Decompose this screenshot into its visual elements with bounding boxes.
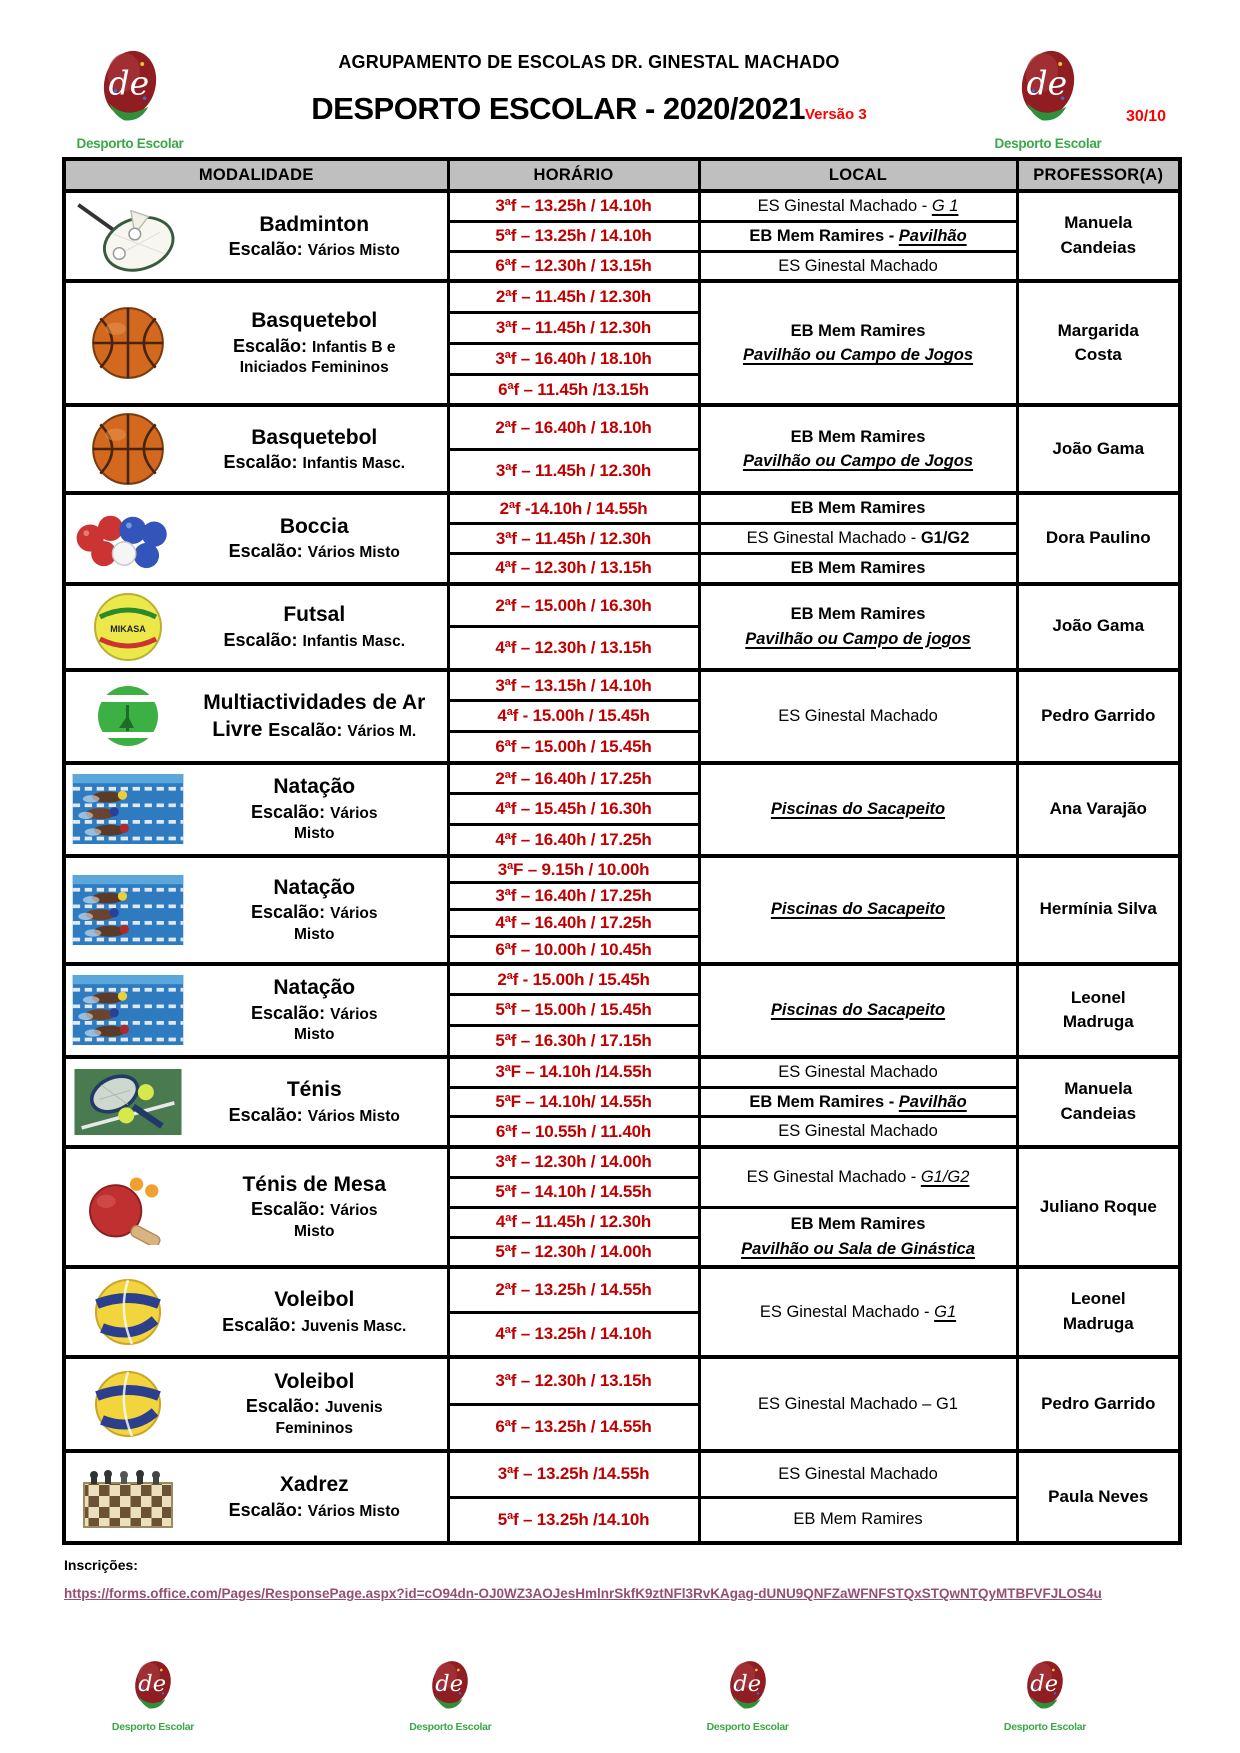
schedule-row [64,763,1180,794]
modality-title: Ténis de Mesa Escalão: Vários Misto [242,1173,387,1241]
schedule-row [64,1057,1180,1087]
futsal-icon [70,587,186,667]
schedule-time: 4ªf – 12.30h / 13.15h [448,627,699,670]
schedule-time: 2ªf – 11.45h / 12.30h [448,281,699,312]
location-cell: EB Mem Ramires Pavilhão ou Campo de Jogos [699,405,1017,493]
column-header-professor: PROFESSOR(A) [1017,159,1180,191]
professor-cell: Hermínia Silva [1017,856,1180,964]
schedule-time: 3ªf – 13.25h /14.55h [448,1451,699,1497]
modality-cell [64,856,448,964]
modality-title: Badminton Escalão: Vários Misto [228,212,400,259]
professor-cell: João Gama [1017,584,1180,670]
schedule-time: 5ªf – 13.25h / 14.10h [448,221,699,251]
modality-title: Natação Escalão: Vários Misto [251,875,378,943]
schedule-table-body [64,191,1180,1543]
svg-text:de: de [108,63,150,103]
schedule-time: 6ªf – 10.55h / 11.40h [448,1117,699,1147]
desporto-escolar-emblem [1019,1655,1071,1715]
desporto-escolar-logo-footer-3 [703,1655,793,1733]
page-header [0,0,1240,155]
column-header-local: LOCAL [699,159,1017,191]
location-cell: EB Mem Ramires [699,493,1017,523]
modality-cell [64,763,448,856]
schedule-time: 6ªf – 13.25h / 14.55h [448,1404,699,1451]
schedule-time: 2ªf - 15.00h / 15.45h [448,964,699,995]
footer-logos [108,1655,1090,1733]
desporto-escolar-logo-footer-2 [405,1655,495,1733]
logo-caption: Desporto Escolar [994,136,1102,151]
date-label: 30/10 [1125,108,1167,125]
column-header-modalidade: MODALIDADE [64,159,448,191]
schedule-time: 4ªf - 15.00h / 15.45h [448,701,699,732]
schedule-row [64,493,1180,523]
tennis-icon [70,1069,186,1135]
location-cell: EB Mem Ramires [699,1497,1017,1543]
schedule-time: 4ªf – 13.25h / 14.10h [448,1312,699,1357]
desporto-escolar-emblem [1010,42,1086,130]
modality-cell [64,1451,448,1543]
modality-cell [64,191,448,281]
modality-cell [64,1357,448,1451]
modality-cell [64,281,448,405]
basketball-icon [70,302,186,384]
professor-cell: Manuela Candeias [1017,191,1180,281]
modality-cell [64,964,448,1057]
modality-cell [64,493,448,584]
schedule-time: 2ªf – 13.25h / 14.55h [448,1267,699,1312]
table-tennis-icon [70,1169,186,1245]
modality-title: Ténis Escalão: Vários Misto [228,1078,400,1125]
schedule-row [64,1451,1180,1497]
table-header-row [64,159,1180,191]
badminton-icon [70,199,186,273]
location-cell: ES Ginestal Machado [699,670,1017,763]
svg-text:MIKASA: MIKASA [110,623,146,634]
schedule-row [64,670,1180,701]
schedule-time: 2ªf – 16.40h / 18.10h [448,405,699,449]
schedule-row [64,1357,1180,1404]
schedule-time: 3ªf – 16.40h / 18.10h [448,343,699,374]
swimming-icon [70,975,186,1045]
modality-title: Voleibol Escalão: Juvenis Masc. [222,1288,407,1335]
location-cell: ES Ginestal Machado [699,1057,1017,1087]
professor-cell: Pedro Garrido [1017,1357,1180,1451]
inscription-form-link[interactable]: https://forms.office.com/Pages/ResponsePage.aspx?id=cO94dn-OJ0WZ3AOJesHmlnrSkfK9ztNFl3RvKAgag-dUNU9QNFZaWFNFSTQxSTQwNTQyMTBFVFJLOS4u [64,1586,1102,1601]
svg-text:de: de [732,1670,761,1697]
column-header-horario: HORÁRIO [448,159,699,191]
logo-caption: Desporto Escolar [111,1721,195,1733]
schedule-time: 4ªf – 12.30h / 13.15h [448,554,699,584]
school-name: AGRUPAMENTO DE ESCOLAS DR. GINESTAL MACHADO [338,52,840,72]
schedule-time: 5ªF – 14.10h/ 14.55h [448,1087,699,1117]
logo-caption: Desporto Escolar [409,1721,492,1733]
desporto-escolar-logo-right [988,42,1108,151]
basketball-icon [70,408,186,490]
schedule-time: 5ªf – 16.30h / 17.15h [448,1026,699,1057]
schedule-time: 5ªf – 12.30h / 14.00h [448,1237,699,1267]
professor-cell: Ana Varajão [1017,763,1180,856]
location-cell: EB Mem Ramires Pavilhão ou Campo de Jogos [699,281,1017,405]
schedule-time: 4ªf – 15.45h / 16.30h [448,794,699,825]
location-cell: ES Ginestal Machado - G1 [699,1267,1017,1357]
professor-cell: Dora Paulino [1017,493,1180,584]
modality-title: Basquetebol Escalão: Infantis Masc. [223,425,406,472]
page-title: DESPORTO ESCOLAR - 2020/2021 [311,91,805,126]
location-cell: EB Mem Ramires - Pavilhão [699,1087,1017,1117]
location-cell: EB Mem Ramires Pavilhão ou Sala de Ginástica [699,1207,1017,1267]
modality-cell [64,1057,448,1147]
modality-title: Voleibol Escalão: Juvenis Femininos [245,1370,383,1438]
svg-text:de: de [435,1670,464,1697]
schedule-time: 3ªf – 12.30h / 13.15h [448,1357,699,1404]
volleyball-icon [70,1364,186,1444]
location-cell: EB Mem Ramires Pavilhão ou Campo de jogos [699,584,1017,670]
modality-title: Futsal Escalão: Infantis Masc. [223,603,406,650]
schedule-row [64,856,1180,883]
schedule-time: 4ªf – 16.40h / 17.25h [448,910,699,937]
location-cell: EB Mem Ramires [699,554,1017,584]
desporto-escolar-logo-footer-4 [1000,1655,1090,1733]
titles-block [190,42,988,127]
location-cell: ES Ginestal Machado [699,1451,1017,1497]
location-cell: ES Ginestal Machado - G1/G2 [699,524,1017,554]
location-cell: EB Mem Ramires - Pavilhão [699,221,1017,251]
schedule-time: 6ªf – 15.00h / 15.45h [448,732,699,763]
modality-cell [64,1267,448,1357]
schedule-time: 3ªf – 13.25h / 14.10h [448,191,699,221]
professor-cell: Juliano Roque [1017,1147,1180,1267]
main-title-row [190,91,988,127]
desporto-escolar-emblem [92,42,168,130]
schedule-time: 3ªF – 14.10h /14.55h [448,1057,699,1087]
desporto-escolar-logo-left [70,42,190,151]
inscricoes-label: Inscrições: [64,1557,138,1573]
modality-title: Multiactividades de Ar Livre Escalão: Vários M. [203,690,426,742]
schedule-time: 3ªf – 13.15h / 14.10h [448,670,699,701]
swimming-icon [70,774,186,844]
desporto-escolar-emblem [722,1655,774,1715]
schedule-time: 5ªf – 14.10h / 14.55h [448,1177,699,1207]
modality-title: Natação Escalão: Vários Misto [251,976,378,1044]
svg-text:de: de [1026,63,1068,103]
modality-title: Xadrez Escalão: Vários Misto [228,1473,400,1520]
location-cell: Piscinas do Sacapeito [699,856,1017,964]
professor-cell: João Gama [1017,405,1180,493]
desporto-escolar-emblem [127,1655,179,1715]
professor-cell: Pedro Garrido [1017,670,1180,763]
professor-cell: Manuela Candeias [1017,1057,1180,1147]
logo-caption: Desporto Escolar [706,1721,789,1733]
modality-cell [64,405,448,493]
svg-text:de: de [138,1670,167,1697]
modality-cell [64,670,448,763]
schedule-row [64,584,1180,627]
desporto-escolar-logo-footer-1 [108,1655,198,1733]
professor-cell: Margarida Costa [1017,281,1180,405]
footer [64,1557,1240,1603]
schedule-row [64,281,1180,312]
schedule-time: 5ªf – 13.25h /14.10h [448,1497,699,1543]
schedule-time: 3ªf – 12.30h / 14.00h [448,1147,699,1177]
professor-cell: Leonel Madruga [1017,1267,1180,1357]
location-cell: ES Ginestal Machado [699,1117,1017,1147]
schedule-row [64,1147,1180,1177]
schedule-row [64,405,1180,449]
schedule-time: 2ªf – 15.00h / 16.30h [448,584,699,627]
modality-title: Natação Escalão: Vários Misto [251,775,378,843]
schedule-time: 5ªf – 15.00h / 15.45h [448,995,699,1026]
logo-caption: Desporto Escolar [1003,1721,1087,1733]
location-cell: ES Ginestal Machado - G1/G2 [699,1147,1017,1207]
outdoor-icon [70,681,186,751]
boccia-icon [70,507,186,571]
location-cell: Piscinas do Sacapeito [699,964,1017,1057]
schedule-time: 3ªf – 11.45h / 12.30h [448,449,699,493]
version-label: Versão 3 [804,106,867,123]
schedule-time: 6ªf – 12.30h / 13.15h [448,251,699,281]
modality-cell [64,584,448,670]
schedule-time: 6ªf – 11.45h /13.15h [448,374,699,405]
modality-title: Basquetebol Escalão: Infantis B e Iniciados Femininos [232,309,396,377]
schedule-time: 2ªf – 16.40h / 17.25h [448,763,699,794]
schedule-row [64,1267,1180,1312]
schedule-time: 3ªf – 11.45h / 12.30h [448,524,699,554]
location-cell: Piscinas do Sacapeito [699,763,1017,856]
modality-cell [64,1147,448,1267]
schedule-time: 4ªf – 16.40h / 17.25h [448,825,699,856]
professor-cell: Paula Neves [1017,1451,1180,1543]
schedule-time: 3ªf – 11.45h / 12.30h [448,312,699,343]
chess-icon [70,1463,186,1531]
schedule-row [64,191,1180,221]
schedule-time: 6ªf – 10.00h / 10.45h [448,937,699,964]
logo-caption: Desporto Escolar [76,136,184,151]
schedule-time: 2ªf -14.10h / 14.55h [448,493,699,523]
schedule-time: 4ªf – 11.45h / 12.30h [448,1207,699,1237]
schedule-table [62,157,1182,1545]
professor-cell: Leonel Madruga [1017,964,1180,1057]
desporto-escolar-emblem [424,1655,476,1715]
location-cell: ES Ginestal Machado – G1 [699,1357,1017,1451]
location-cell: ES Ginestal Machado - G 1 [699,191,1017,221]
schedule-time: 3ªF – 9.15h / 10.00h [448,856,699,883]
swimming-icon [70,875,186,945]
svg-text:de: de [1030,1670,1059,1697]
volleyball-icon [70,1272,186,1352]
schedule-time: 3ªf – 16.40h / 17.25h [448,883,699,910]
schedule-row [64,964,1180,995]
modality-title: Boccia Escalão: Vários Misto [228,514,400,562]
location-cell: ES Ginestal Machado [699,251,1017,281]
